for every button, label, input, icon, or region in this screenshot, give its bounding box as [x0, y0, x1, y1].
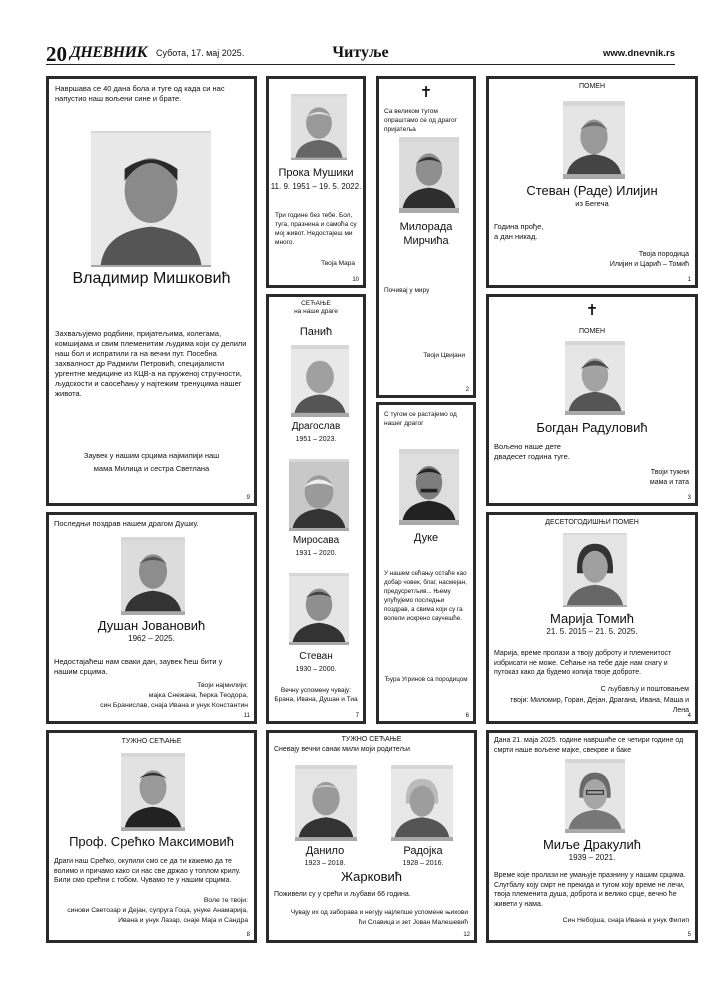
- portrait-photo-icon: [565, 341, 625, 415]
- ad-number: 3: [687, 495, 691, 501]
- section-title: Читуље: [332, 44, 389, 61]
- obituary-ad-bogdan: [486, 294, 698, 506]
- ad-number: 9: [246, 495, 250, 501]
- signature-line-1: С љубављу и поштовањем: [600, 686, 689, 693]
- deceased-name: Владимир Мишковић: [72, 270, 231, 287]
- signature-line-2: Илијин и Царић – Томић: [609, 261, 689, 268]
- portrait-photo: [399, 449, 459, 525]
- signature: Твоји Цвијани: [423, 352, 465, 359]
- website-link[interactable]: www.dnevnik.rs: [603, 48, 675, 59]
- portrait-photo: [91, 131, 211, 267]
- person-name-3: Стеван: [299, 651, 333, 662]
- person-dates-2: 1928 – 2016.: [402, 860, 444, 867]
- ad-body: Три године без тебе. Бол, туга, празнина и самоћа су мој живот. Недостајеш ми много.: [275, 212, 357, 246]
- deceased-name: Дуке: [413, 532, 439, 544]
- portrait-photo: [563, 533, 627, 607]
- family-name: Жарковић: [340, 869, 403, 884]
- deceased-name: Миље Дракулић: [542, 837, 642, 852]
- obituary-ad-duke: [376, 402, 476, 724]
- portrait-photo: [121, 537, 185, 615]
- signature-line-2: мама Милица и сестра Светлана: [93, 464, 210, 473]
- obituary-ad-zarkovic: [266, 730, 477, 943]
- portrait-photo-icon: [563, 533, 627, 607]
- portrait-photo: [391, 765, 453, 841]
- portrait-photo-icon: [399, 449, 459, 525]
- portrait-photo-icon: [121, 537, 185, 615]
- portrait-photo-icon: [289, 573, 349, 645]
- ad-body: Поживели су у срећи и љубави 66 година.: [274, 891, 411, 898]
- portrait-photo: [291, 94, 347, 160]
- ad-body: Марија, време пролази а твоју доброту и племенитост избрисати не може. Сећање на тебе даје нам снагу и путоказ како да будемо копија твоје доброте.: [494, 650, 672, 676]
- person-dates-1: 1923 – 2018.: [304, 860, 346, 867]
- person-name-2: Радојка: [403, 845, 443, 857]
- portrait-photo: [291, 345, 349, 417]
- ad-number: 8: [246, 932, 250, 938]
- ad-body-line-1: Вољено наше дете: [494, 442, 561, 451]
- page-header: [46, 42, 675, 65]
- portrait-photo: [399, 137, 459, 213]
- portrait-photo: [289, 573, 349, 645]
- portrait-photo-icon: [563, 101, 625, 179]
- portrait-photo: [121, 753, 185, 831]
- signature-line-3: син Бранислав, снаја Ивана и унук Константин: [100, 702, 248, 709]
- ad-number: 11: [243, 713, 250, 719]
- signature-line-2: мама и тата: [649, 479, 689, 486]
- ad-heading: ДЕСЕТОГОДИШЊИ ПОМЕН: [545, 519, 639, 526]
- person-dates-2: 1931 – 2020.: [295, 550, 337, 557]
- ad-body: Време које пролази не умањује празнину у нашим срцима. Слугбалу коју смрт не прекида и тугом коју време не лечи, твоја племенита душа, доброта и велико срце, вечно ће живети у нама.: [494, 872, 686, 908]
- signature-line-1: Твоји најмилији:: [197, 682, 248, 689]
- ad-heading: ТУЖНО СЕЋАЊЕ: [341, 736, 402, 743]
- ad-intro: С тугом се растајемо од нашег драгог: [384, 411, 457, 427]
- obituary-ad-proka: [266, 76, 366, 288]
- ad-body: Недостајаћеш нам сваки дан, заувек ћеш бити у нашим срцима.: [54, 657, 223, 676]
- ad-number: 12: [463, 932, 470, 938]
- obituary-ad-vladimir: [46, 76, 257, 506]
- deceased-name: Душан Јовановић: [97, 618, 206, 633]
- portrait-photo: [295, 765, 357, 841]
- signature-line-2: твоји: Миломир, Горан, Дејан, Драгана, Ивана, Маша и Лена: [510, 697, 689, 714]
- portrait-photo-icon: [399, 137, 459, 213]
- life-dates: 1962 – 2025.: [128, 634, 175, 643]
- obituary-ad-milorad: [376, 76, 476, 398]
- signature-line-1: Чувају их од заборава и негују најлепше успомене њихови: [290, 909, 468, 916]
- person-name-1: Драгослав: [291, 421, 341, 432]
- signature-line-2: ћи Славица и зет Јован Малешевић: [358, 919, 468, 926]
- signature-line-2: синови Светозар и Дејан, супруга Гоца, унуке Анамарија,: [67, 907, 248, 914]
- signature-line-3: Ивана и унук Лазар, снаје Маја и Сандра: [118, 917, 248, 924]
- signature-line-2: Брана, Ивана, Душан и Тиа: [274, 696, 358, 703]
- newspaper-logo: ДНЕВНИК: [70, 44, 147, 61]
- life-dates: 1939 – 2021.: [568, 853, 616, 862]
- signature-line-1: Вечну успомену чувају:: [280, 687, 352, 694]
- place-of-origin: из Бегеча: [575, 199, 609, 208]
- ad-intro: Навршава се 40 дана бола и туге од када си нас напустио наш вољени сине и брате.: [55, 84, 225, 103]
- obituary-ad-dusan: [46, 512, 257, 724]
- signature-line-1: Заувек у нашим срцима најмилији наш: [83, 451, 220, 460]
- portrait-photo: [289, 459, 349, 531]
- ad-body: Захваљујемо родбини, пријатељима, колегама, комшијама и свим племенитим људима који су делили наш бол и испратили га на вечни пут. Посебна захвалност др Радмили Петровић, специјалисти ургентне медицине из КЦВ-а на пруженој стручности, људскости и саосећању у најтежим тренуцима нашег живота.: [55, 329, 247, 398]
- ad-heading: ПОМЕН: [578, 83, 606, 90]
- person-dates-1: 1951 – 2023.: [295, 436, 337, 443]
- ad-heading: ПОМЕН: [578, 328, 606, 335]
- portrait-photo: [565, 759, 625, 833]
- obituary-ad-panic: [266, 294, 366, 724]
- obituary-ad-srecko: [46, 730, 257, 943]
- ad-number: 2: [465, 387, 469, 393]
- ad-intro: Последњи поздрав нашем драгом Душку.: [54, 519, 199, 528]
- ad-body: У нашем сећању остаће као добар човек, благ, насмејан, предусретљив... Њему упућујемо последњи поздрав, а свима који су га волели искрено саучешће.: [384, 570, 467, 622]
- signature: Ђура Угринов са породицом: [384, 676, 468, 683]
- signature: Син Небојша, снаја Ивана и унук Филип: [562, 917, 689, 924]
- portrait-photo-icon: [289, 459, 349, 531]
- ad-subheading: на наше драге: [294, 308, 338, 315]
- obituary-ad-marija: [486, 512, 698, 724]
- person-name-2: Миросава: [292, 535, 340, 546]
- ad-body-line-2: а дан никад.: [494, 232, 538, 241]
- ad-intro: Са великом тугом опраштамо се од драгог пријатеља: [384, 108, 457, 133]
- obituary-ad-stevan-ilijin: [486, 76, 698, 288]
- deceased-name: Марија Томић: [549, 611, 634, 626]
- portrait-photo-icon: [121, 753, 185, 831]
- portrait-photo-icon: [391, 765, 453, 841]
- ad-body: Драги наш Срећко, окупили смо се да ти кажемо да те волимо и причамо како си нас све држао у топлом крилу. Били смо срећни с тобом. Чувамо те у нашим срцима.: [54, 858, 241, 884]
- portrait-photo: [563, 101, 625, 179]
- family-name: Панић: [299, 326, 333, 338]
- deceased-name: Милорада Мирчића: [399, 221, 453, 247]
- ad-number: 10: [352, 277, 359, 283]
- person-name-1: Данило: [305, 845, 345, 857]
- life-dates: 11. 9. 1951 – 19. 5. 2022.: [270, 182, 362, 191]
- deceased-name: Богдан Радуловић: [536, 420, 648, 435]
- ad-intro: Сневају вечни санак мили моји родитељи: [274, 746, 410, 753]
- cross-icon: ✝: [585, 302, 599, 319]
- signature-line-1: Твоји тужни: [650, 469, 689, 476]
- ad-number: 6: [465, 713, 469, 719]
- ad-body-line-1: Година прође,: [494, 222, 544, 231]
- signature: Твоја Мара: [321, 260, 355, 267]
- deceased-name: Прока Мушики: [278, 167, 354, 179]
- deceased-name: Проф. Срећко Максимовић: [69, 834, 234, 849]
- ad-intro: Дана 21. маја 2025. године навршиће се четири године од смрти наше вољене мајке, свекрве и баке: [494, 737, 684, 754]
- deceased-name: Стеван (Раде) Илијин: [526, 183, 658, 198]
- ad-number: 5: [687, 932, 691, 938]
- ad-body: Почивај у миру: [384, 287, 430, 294]
- ad-heading: СЕЋАЊЕ: [301, 300, 331, 307]
- ad-number: 7: [355, 713, 359, 719]
- portrait-photo-icon: [291, 94, 347, 160]
- page-number: 20: [46, 42, 67, 66]
- portrait-photo-icon: [565, 759, 625, 833]
- obituary-ad-milja: [486, 730, 698, 943]
- portrait-photo-icon: [295, 765, 357, 841]
- portrait-photo-icon: [291, 345, 349, 417]
- life-dates: 21. 5. 2015 – 21. 5. 2025.: [546, 627, 638, 636]
- ad-number: 1: [687, 277, 691, 283]
- ad-body-line-2: двадесет година туге.: [494, 452, 570, 461]
- portrait-photo: [565, 341, 625, 415]
- person-dates-3: 1930 – 2000.: [295, 666, 337, 673]
- cross-icon: ✝: [419, 84, 433, 101]
- signature-line-1: Воле те твоји:: [203, 897, 248, 904]
- ad-heading: ТУЖНО СЕЋАЊЕ: [121, 738, 182, 745]
- portrait-photo-icon: [91, 131, 211, 267]
- signature-line-1: Твоја породица: [638, 251, 689, 258]
- issue-date: Субота, 17. мај 2025.: [156, 48, 245, 58]
- signature-line-2: мајка Снежана, ћерка Теодора,: [148, 692, 248, 699]
- ad-number: 4: [687, 713, 691, 719]
